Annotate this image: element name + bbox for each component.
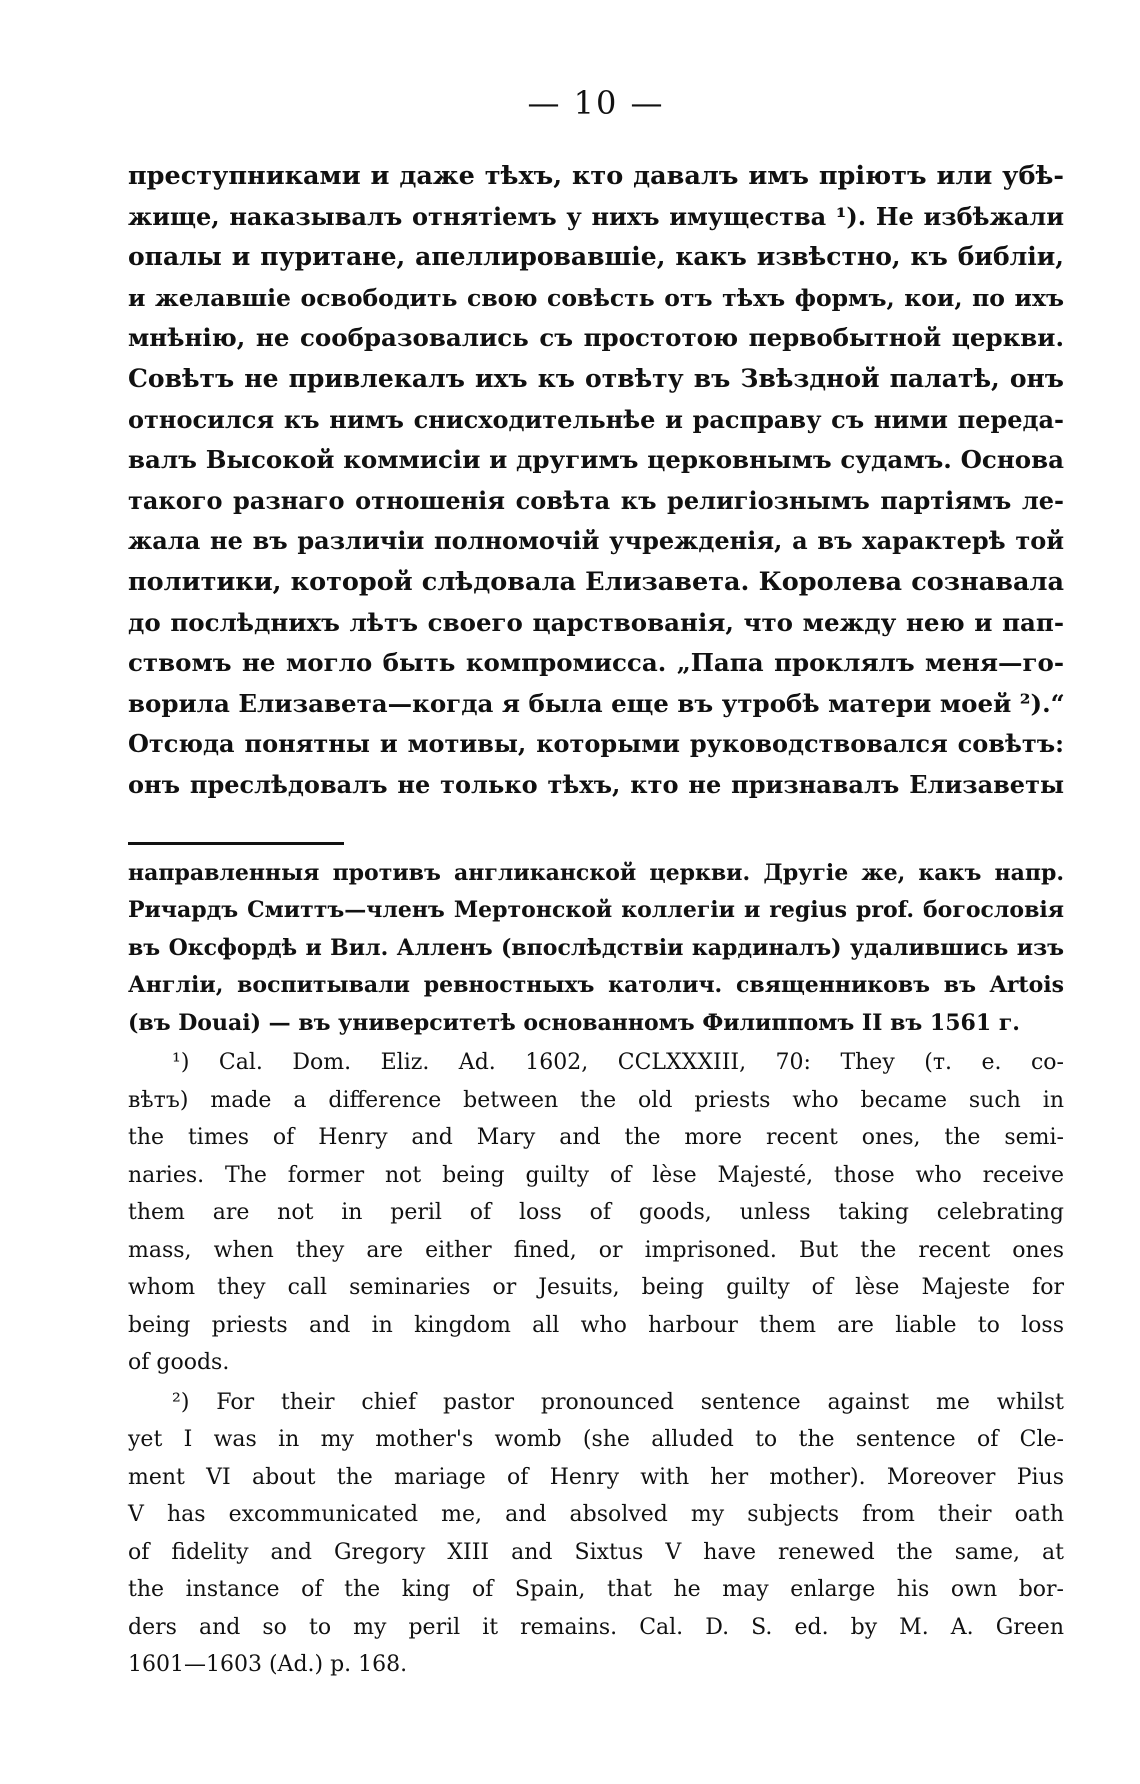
- book-page: [128, 80, 1064, 1684]
- footnote-line: 1601—1603 (Ad.) p. 168.: [128, 1652, 408, 1677]
- footnote-1: [128, 1044, 1064, 1382]
- main-text-line: и желавшіе освободить свою совѣсть отъ тѣхъ формъ, кои, по ихъ: [128, 283, 1064, 312]
- footnote-line: naries. The former not being guilty of lèse Majesté, those who receive: [128, 1162, 1064, 1188]
- footnote-line: Англіи, воспитывали ревностныхъ католич. священниковъ въ Artois: [128, 972, 1064, 998]
- main-text-line: такого разнаго отношенія совѣта къ религіознымъ партіямъ ле-: [128, 485, 1064, 515]
- main-text: [128, 156, 1064, 806]
- footnote-line: of goods.: [128, 1350, 230, 1375]
- main-text-line: жала не въ различіи полномочій учрежденія, а въ характерѣ той: [128, 526, 1064, 556]
- footnote-2: [128, 1384, 1064, 1684]
- footnote-line: Ричардъ Смиттъ—членъ Мертонской коллегіи и regius prof. богословія: [128, 897, 1064, 923]
- footnote-line: ²) For their chief pastor pronounced sentence against me whilst: [172, 1389, 1064, 1415]
- footnote-line: ment VI about the mariage of Henry with her mother). Moreover Pius: [128, 1464, 1064, 1490]
- main-text-line: жище, наказывалъ отнятіемъ у нихъ имущества ¹). Не избѣжали: [128, 201, 1064, 231]
- main-text-line: политики, которой слѣдовала Елизавета. Королева сознавала: [128, 566, 1064, 597]
- main-text-line: ствомъ не могло быть компромисса. „Папа проклялъ меня—го-: [128, 648, 1064, 678]
- footnote-line: въ Оксфордѣ и Вил. Алленъ (впослѣдствіи кардиналъ) удалившись изъ: [128, 934, 1064, 961]
- footnote-line: V has excommunicated me, and absolved my subjects from their oath: [128, 1502, 1064, 1527]
- main-text-line: преступниками и даже тѣхъ, кто давалъ имъ пріютъ или убѣ-: [128, 161, 1064, 191]
- footnote-line: ¹) Cal. Dom. Eliz. Ad. 1602, CCLXXXIII, 70: They (т. е. со-: [172, 1050, 1064, 1075]
- main-text-line: относился къ нимъ снисходительнѣе и расправу съ ними переда-: [128, 404, 1064, 434]
- footnote-line: вѣтъ) made a difference between the old priests who became such in: [128, 1087, 1064, 1113]
- main-text-line: Отсюда понятны и мотивы, которыми руководствовался совѣтъ:: [128, 729, 1064, 759]
- main-text-line: до послѣднихъ лѣтъ своего царствованія, что между нею и пап-: [128, 607, 1064, 637]
- main-text-line: Совѣтъ не привлекалъ ихъ къ отвѣту въ Звѣздной палатѣ, онъ: [128, 363, 1064, 393]
- footnote-line: the times of Henry and Mary and the more recent ones, the semi-: [128, 1125, 1064, 1150]
- footnote-line: направленныя противъ англиканской церкви. Другіе же, какъ напр.: [128, 859, 1064, 886]
- footnote-line: ders and so to my peril it remains. Cal. D. S. ed. by M. A. Green: [128, 1614, 1064, 1640]
- footnote-line: them are not in peril of loss of goods, unless taking celebrating: [128, 1200, 1064, 1225]
- main-text-line: онъ преслѣдовалъ не только тѣхъ, кто не признавалъ Елизаветы: [128, 769, 1064, 799]
- main-text-line: ворила Елизавета—когда я была еще въ утробѣ матери моей ²).“: [128, 688, 1065, 718]
- main-text-line: мнѣнію, не сообразовались съ простотою первобытной церкви.: [128, 323, 1064, 353]
- main-text-line: опалы и пуритане, апеллировавшіе, какъ извѣстно, къ библіи,: [128, 242, 1064, 272]
- footnote-line: mass, when they are either fined, or imprisoned. But the recent ones: [128, 1237, 1064, 1263]
- main-text-line: валъ Высокой коммисіи и другимъ церковнымъ судамъ. Основа: [128, 445, 1064, 475]
- page-number: — 10 —: [527, 84, 665, 122]
- footnote-line: of fidelity and Gregory XIII and Sixtus V have renewed the same, at: [128, 1539, 1064, 1565]
- footnote-line: yet I was in my mother's womb (she alluded to the sentence of Cle-: [128, 1427, 1064, 1452]
- footnote-line: whom they call seminaries or Jesuits, being guilty of lèse Majeste for: [128, 1275, 1064, 1300]
- footnote-continuation: [128, 855, 1064, 1043]
- footnote-line: (въ Douai) — въ университетѣ основанномъ Филиппомъ II въ 1561 г.: [128, 1009, 1020, 1036]
- footnote-line: being priests and in kingdom all who harbour them are liable to loss: [128, 1312, 1064, 1338]
- footnote-divider: [128, 842, 344, 845]
- footnote-line: the instance of the king of Spain, that he may enlarge his own bor-: [128, 1577, 1064, 1602]
